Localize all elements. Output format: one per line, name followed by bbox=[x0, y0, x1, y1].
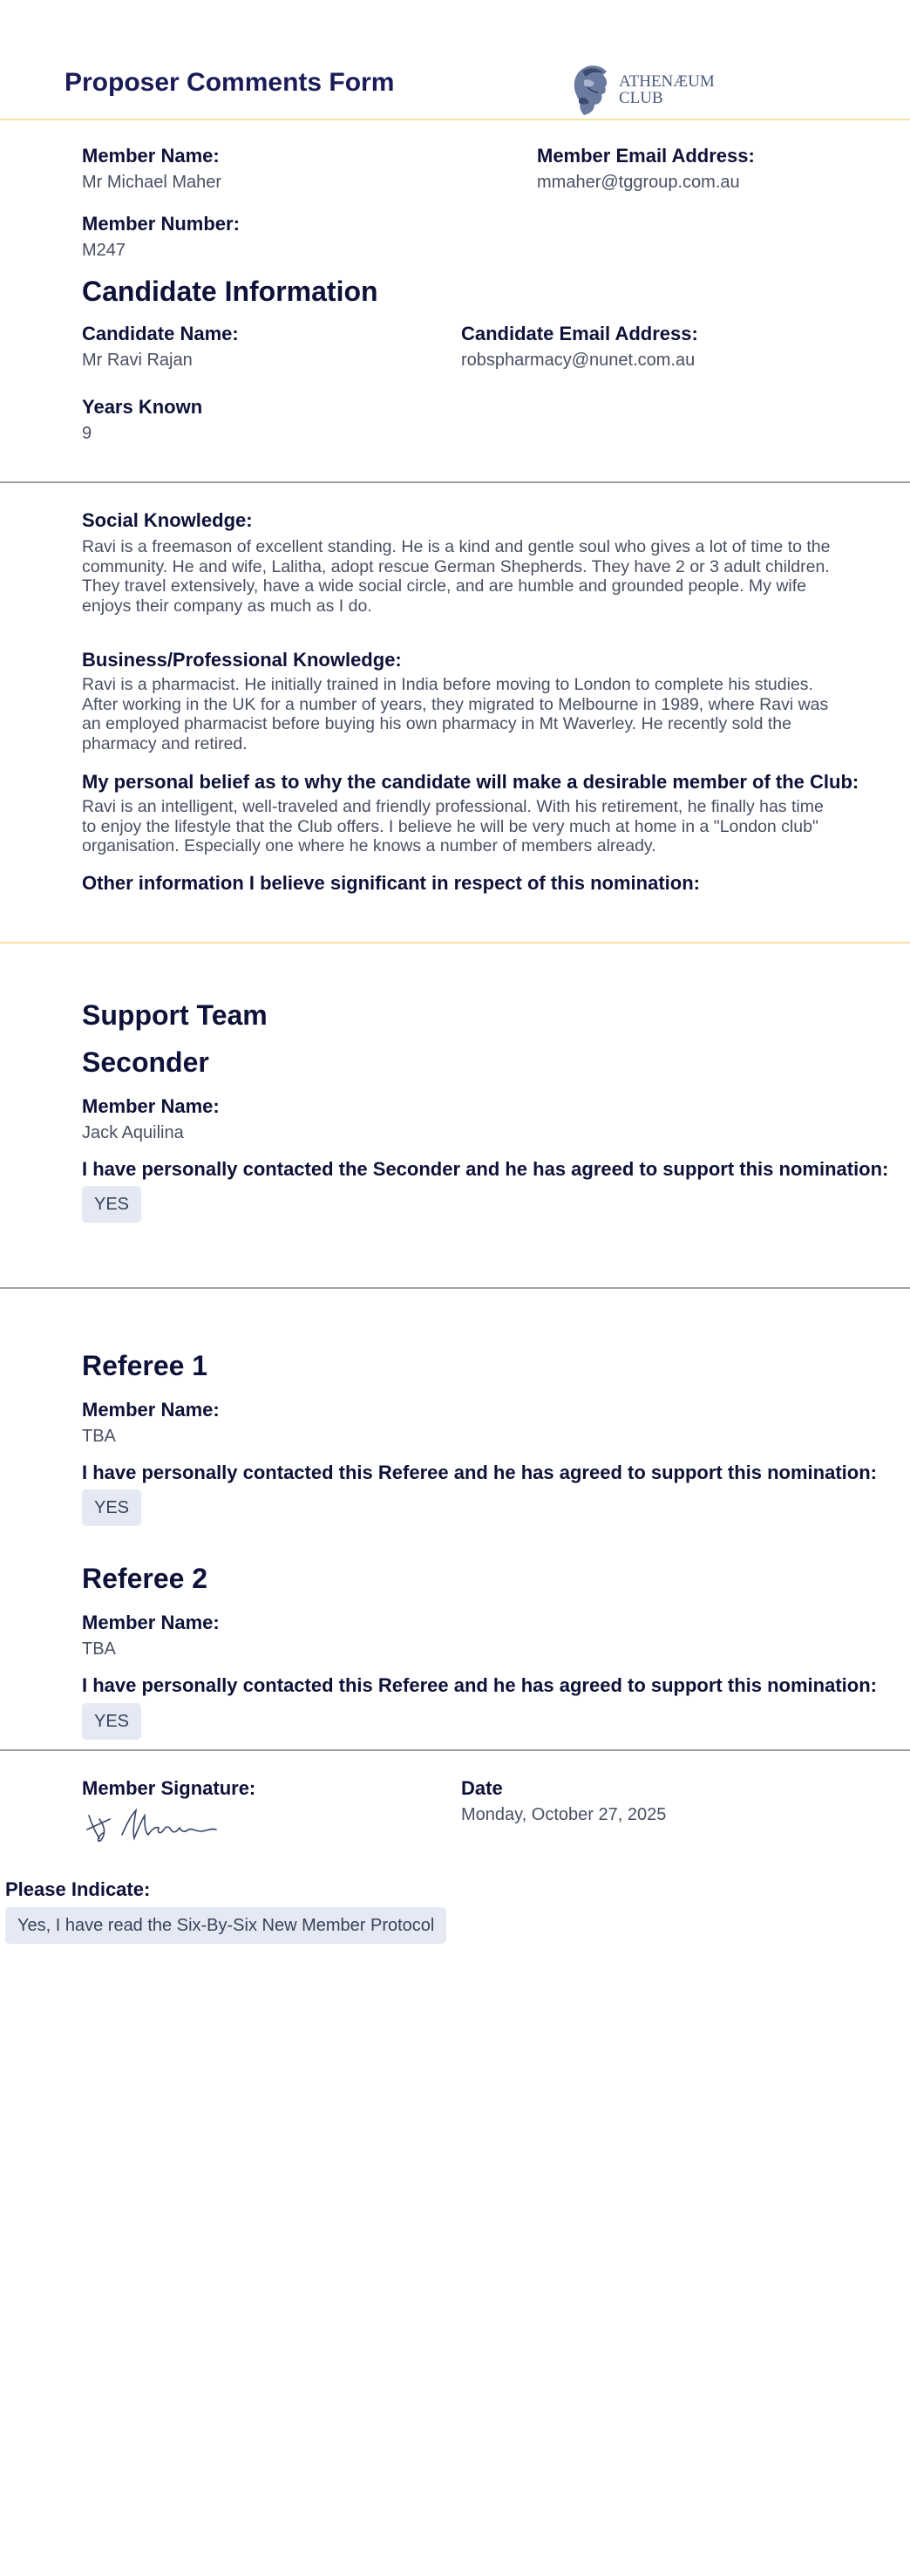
member-number-label: Member Number: bbox=[82, 213, 240, 235]
years-known-value: 9 bbox=[82, 424, 92, 443]
referee-1-name-label: Member Name: bbox=[82, 1399, 220, 1421]
seconder-confirm-label: I have personally contacted the Seconder and he has agreed to support this nomination: bbox=[82, 1158, 889, 1180]
support-team-heading: Support Team bbox=[82, 999, 268, 1031]
seconder-name-value: Jack Aquilina bbox=[82, 1123, 184, 1142]
business-knowledge-label: Business/Professional Knowledge: bbox=[82, 649, 402, 671]
candidate-email-value: robspharmacy@nunet.com.au bbox=[461, 351, 696, 370]
divider bbox=[0, 942, 910, 944]
referee-2-heading: Referee 2 bbox=[82, 1563, 208, 1594]
divider bbox=[0, 1287, 910, 1289]
seconder-name-label: Member Name: bbox=[82, 1095, 220, 1117]
belief-line: Ravi is an intelligent, well-traveled and friendly professional. With his retirement, he finally has time bbox=[82, 797, 824, 816]
club-logo bbox=[568, 61, 725, 119]
form-title: Proposer Comments Form bbox=[65, 68, 395, 97]
business-line: After working in the UK for a number of years, they migrated to Melbourne in 1989, where Ravi was bbox=[82, 694, 829, 714]
logo-line-2: CLUB bbox=[619, 89, 663, 107]
date-value: Monday, October 27, 2025 bbox=[461, 1805, 667, 1824]
business-knowledge-text bbox=[82, 675, 866, 753]
referee-1-confirm-label: I have personally contacted this Referee and he has agreed to support this nomination: bbox=[82, 1462, 877, 1483]
business-line: pharmacy and retired. bbox=[82, 733, 248, 753]
referee-2-confirm-label: I have personally contacted this Referee and he has agreed to support this nomination: bbox=[82, 1674, 877, 1696]
social-line: enjoys their company as much as I do. bbox=[82, 596, 372, 616]
personal-belief-text bbox=[82, 797, 866, 856]
seconder-confirm-value: YES bbox=[82, 1186, 141, 1223]
please-indicate-label: Please Indicate: bbox=[5, 1878, 151, 1900]
candidate-name-value: Mr Ravi Rajan bbox=[82, 351, 193, 370]
referee-2-name-label: Member Name: bbox=[82, 1612, 220, 1633]
personal-belief-label: My personal belief as to why the candidate will make a desirable member of the Club: bbox=[82, 771, 859, 793]
referee-1-confirm-value: YES bbox=[82, 1489, 141, 1526]
logo-line-1: ATHENÆUM bbox=[619, 72, 715, 91]
divider bbox=[0, 1749, 910, 1751]
form-header bbox=[0, 0, 910, 120]
years-known-label: Years Known bbox=[82, 396, 203, 418]
member-name-label: Member Name: bbox=[82, 145, 220, 167]
business-line: an employed pharmacist before buying his own pharmacy in Mt Waverley. He recently sold the bbox=[82, 714, 791, 733]
member-email-value: mmaher@tggroup.com.au bbox=[537, 173, 740, 192]
social-line: community. He and wife, Lalitha, adopt rescue German Shepherds. They have 2 or 3 adult children. bbox=[82, 556, 830, 576]
candidate-name-label: Candidate Name: bbox=[82, 323, 239, 344]
social-line: Ravi is a freemason of excellent standing. He is a kind and gentle soul who gives a lot of time to the bbox=[82, 537, 831, 556]
candidate-email-label: Candidate Email Address: bbox=[461, 323, 698, 344]
social-knowledge-text bbox=[82, 537, 866, 616]
referee-1-heading: Referee 1 bbox=[82, 1350, 208, 1381]
member-signature bbox=[84, 1803, 232, 1847]
belief-line: to enjoy the lifestyle that the Club offers. I believe he will be very much at home in a "London club" bbox=[82, 816, 818, 836]
athena-head-icon bbox=[568, 61, 614, 119]
date-label: Date bbox=[461, 1777, 503, 1799]
referee-2-confirm-value: YES bbox=[82, 1703, 141, 1740]
logo-text bbox=[619, 73, 715, 106]
protocol-acknowledgement-value: Yes, I have read the Six-By-Six New Member Protocol bbox=[5, 1907, 446, 1944]
belief-line: organisation. Especially one where he knows a number of members already. bbox=[82, 836, 656, 855]
member-number-value: M247 bbox=[82, 241, 126, 260]
referee-2-name-value: TBA bbox=[82, 1639, 116, 1659]
divider bbox=[0, 481, 910, 483]
member-name-value: Mr Michael Maher bbox=[82, 173, 222, 192]
signature-label: Member Signature: bbox=[82, 1777, 256, 1799]
candidate-heading: Candidate Information bbox=[82, 276, 378, 307]
referee-1-name-value: TBA bbox=[82, 1427, 116, 1446]
social-knowledge-label: Social Knowledge: bbox=[82, 509, 253, 531]
seconder-heading: Seconder bbox=[82, 1046, 209, 1078]
business-line: Ravi is a pharmacist. He initially trained in India before moving to London to complete his studies. bbox=[82, 675, 813, 694]
member-email-label: Member Email Address: bbox=[537, 145, 755, 167]
social-line: They travel extensively, have a wide social circle, and are humble and grounded people. My wife bbox=[82, 576, 807, 596]
other-info-label: Other information I believe significant in respect of this nomination: bbox=[82, 872, 700, 894]
